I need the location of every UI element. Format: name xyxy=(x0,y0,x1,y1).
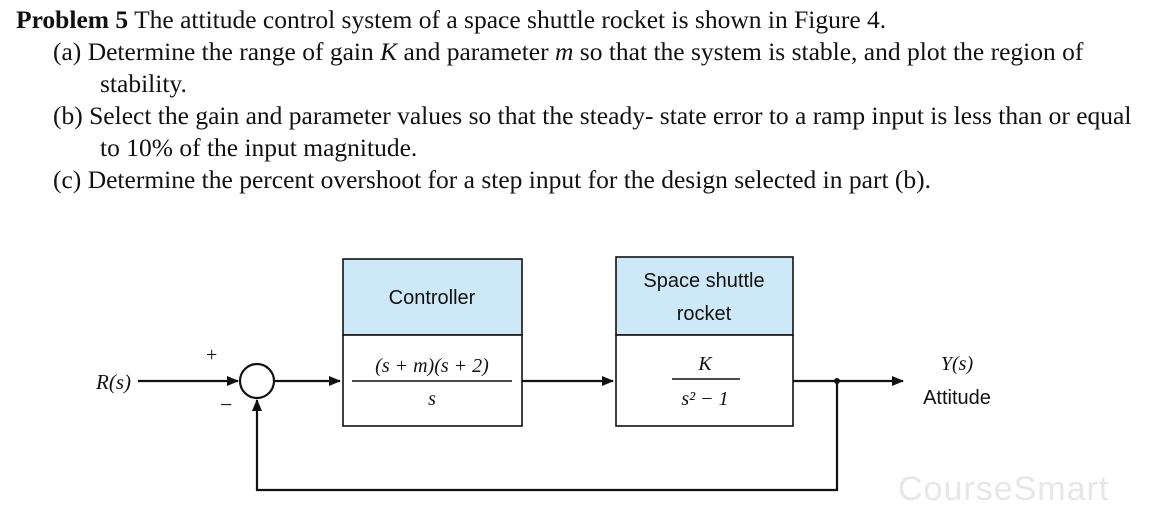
part-text: Determine the range of gain xyxy=(87,37,374,66)
output-label: Y(s) xyxy=(940,353,974,375)
plant-block xyxy=(616,257,793,426)
plant-body xyxy=(616,335,793,426)
intro-text: The attitude control system of a space shuttle rocket is shown in Figure 4. xyxy=(134,5,887,34)
var-m: m xyxy=(555,37,574,66)
plant-title-line1: Space shuttle xyxy=(643,270,765,292)
part-label: (a) xyxy=(53,37,82,66)
output-name: Attitude xyxy=(923,387,991,409)
plant-denominator: s² − 1 xyxy=(681,388,729,410)
var-k: K xyxy=(380,37,398,66)
plant-numerator: K xyxy=(698,353,712,375)
part-label: (b) xyxy=(53,101,83,130)
problem-heading: Problem 5 xyxy=(16,5,129,34)
plus-sign: + xyxy=(206,344,218,366)
plant-title-line2: rocket xyxy=(676,303,732,325)
input-label: R(s) xyxy=(96,370,131,394)
summing-junction xyxy=(240,364,274,398)
minus-sign: − xyxy=(220,392,233,417)
part-label: (c) xyxy=(53,165,82,194)
controller-block xyxy=(343,259,522,426)
controller-denominator: s xyxy=(428,388,436,410)
part-text: Select the gain and parameter values so that the steady- state error to a ramp input is less than or equal to 10% of the input magnitude. xyxy=(89,101,1132,162)
part-text: Determine the percent overshoot for a step input for the design selected in part (b). xyxy=(87,165,932,194)
controller-title: Controller xyxy=(388,287,476,309)
controller-numerator: (s + m)(s + 2) xyxy=(375,355,489,377)
part-text: and parameter xyxy=(403,37,549,66)
part-text: so that the system is stable, and plot the region of stability. xyxy=(100,37,1084,98)
watermark: CourseSmart xyxy=(898,470,1110,508)
